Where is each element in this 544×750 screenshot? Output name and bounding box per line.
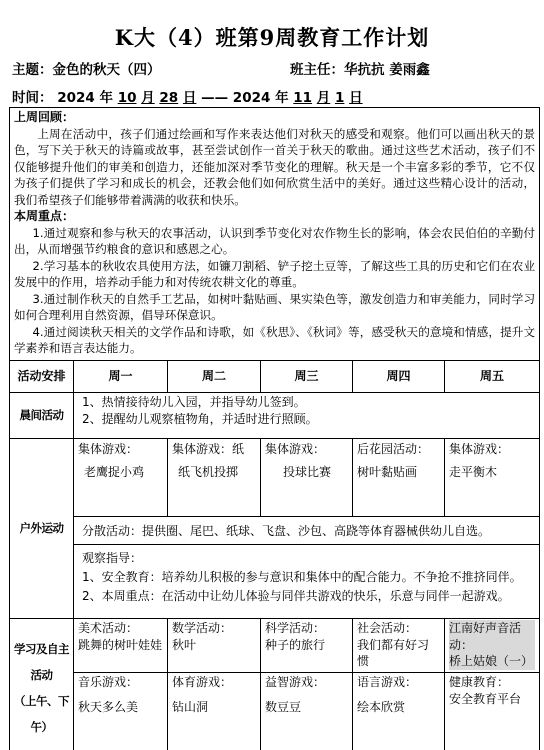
pm-name: 数豆豆 xyxy=(265,699,302,714)
day-header: 周三 xyxy=(261,361,353,393)
time-row xyxy=(12,86,537,106)
am-name: 桥上姑娘（一） xyxy=(449,653,535,670)
start-year: 2024 xyxy=(57,90,95,106)
outdoor-group-row xyxy=(10,439,540,517)
pm-title: 体育游戏： xyxy=(172,675,233,689)
learning-pm-row xyxy=(10,673,540,750)
am-cell xyxy=(74,619,168,673)
am-title: 社会活动： xyxy=(357,621,418,635)
theme-row xyxy=(12,58,537,78)
focus-item: 1.通过观察和参与秋天的农事活动，认识到季节变化对农作物生长的影响，体会农民伯伯的辛勤付出，从而增强节约粮食的意识和感恩之心。 xyxy=(14,225,536,256)
pm-title: 音乐游戏： xyxy=(78,675,139,689)
pm-title: 健康教育： xyxy=(449,675,510,689)
am-name: 种子的旅行 xyxy=(265,637,326,652)
learning-label-1: 学习及自主 xyxy=(14,642,69,656)
outdoor-title: 后花园活动： xyxy=(357,442,430,456)
outdoor-split: 分散活动：提供圈、尾巴、纸球、飞盘、沙包、高跷等体育器械供幼儿自选。 xyxy=(74,517,540,545)
time-label: 时间： xyxy=(12,90,53,106)
plan-table xyxy=(9,107,540,750)
start-month: 10 xyxy=(117,90,137,106)
review-text: 上周在活动中，孩子们通过绘画和写作来表达他们对秋天的感受和观察。他们可以画出秋天的景色，写下关于秋天的诗篇或故事，甚至尝试创作一首关于秋天的歌曲。通过这些艺术活动，孩子们不仅能够提升他们的审美和创造力，还能加深对季节变化的理解。秋天是一个丰富多彩的季节，它不仅为孩子们提供了学习和成长的机会，还教会他们如何欣赏生活中的美好。通过这些精心设计的活动，我们希望孩子们能够带着满满的收获和快乐。 xyxy=(14,126,536,207)
learning-label xyxy=(10,619,74,750)
pm-cell xyxy=(74,673,168,750)
morning-row xyxy=(10,393,540,439)
year-char-2: 年 xyxy=(275,90,289,106)
morning-content xyxy=(74,393,540,439)
end-year: 2024 xyxy=(232,90,271,106)
outdoor-title: 集体游戏： xyxy=(449,442,510,456)
outdoor-guide xyxy=(74,545,540,619)
teacher-label: 班主任： xyxy=(290,62,344,78)
learning-label-4: 午） xyxy=(30,720,53,734)
review-heading: 上周回顾： xyxy=(14,110,75,124)
day-header: 周四 xyxy=(353,361,445,393)
review-section xyxy=(10,108,540,361)
am-cell xyxy=(353,619,445,673)
am-title: 数学活动： xyxy=(172,621,233,635)
outdoor-name: 纸飞机投掷 xyxy=(178,464,239,479)
morning-label: 晨间活动 xyxy=(10,393,74,439)
start-day: 28 xyxy=(159,90,179,106)
focus-item: 3.通过制作秋天的自然手工艺品，如树叶黏贴画、果实染色等，激发创造力和审美能力，同时学习如何合理利用自然资源，倡导环保意识。 xyxy=(14,291,536,322)
am-name: 跳舞的树叶娃娃 xyxy=(78,637,163,652)
outdoor-name: 树叶黏贴画 xyxy=(357,464,418,479)
outdoor-name: 老鹰捉小鸡 xyxy=(84,464,145,479)
pm-cell xyxy=(168,673,261,750)
pm-cell xyxy=(261,673,353,750)
pm-name: 秋天多么美 xyxy=(78,699,139,714)
outdoor-title: 集体游戏： xyxy=(78,442,139,456)
outdoor-cell xyxy=(74,439,168,517)
focus-item: 4.通过阅读秋天相关的文学作品和诗歌，如《秋思》、《秋词》等，感受秋天的意境和情感，提升文学素养和语言表达能力。 xyxy=(14,324,536,355)
outdoor-title: 集体游戏： xyxy=(265,442,326,456)
header-label: 活动安排 xyxy=(10,361,74,393)
outdoor-cell xyxy=(445,439,540,517)
outdoor-name: 走平衡木 xyxy=(449,464,498,479)
pm-cell xyxy=(445,673,540,750)
day-char-2: 日 xyxy=(349,90,363,106)
outdoor-split-row xyxy=(10,517,540,545)
outdoor-cell xyxy=(353,439,445,517)
day-header: 周一 xyxy=(74,361,168,393)
month-char: 月 xyxy=(141,90,155,106)
month-char-2: 月 xyxy=(316,90,331,106)
am-title: 美术活动： xyxy=(78,621,139,635)
pm-title: 语言游戏： xyxy=(357,675,418,689)
morning-item: 1、热情接待幼儿入园，并指导幼儿签到。 xyxy=(82,395,306,409)
learning-label-3: （上午、下 xyxy=(14,694,69,708)
header-row xyxy=(10,361,540,393)
am-title: 科学活动： xyxy=(265,621,326,635)
pm-cell xyxy=(353,673,445,750)
end-month: 11 xyxy=(293,90,313,106)
day-header: 周二 xyxy=(168,361,261,393)
pm-name: 绘本欣赏 xyxy=(357,699,406,714)
am-name: 我们都有好习惯 xyxy=(357,637,430,668)
theme-value: 主题：金色的秋天（四） xyxy=(12,62,161,78)
am-cell xyxy=(168,619,261,673)
outdoor-cell xyxy=(168,439,261,517)
focus-heading: 本周重点： xyxy=(14,209,75,223)
am-title: 江南好声音活动： xyxy=(449,620,535,653)
teacher-value: 华抗抗 姜雨鑫 xyxy=(344,62,430,78)
guide-item: 1、安全教育：培养幼儿积极的参与意识和集体中的配合能力。不争抢不推挤同伴。 xyxy=(82,570,522,584)
guide-title: 观察指导： xyxy=(82,551,143,565)
pm-title: 益智游戏： xyxy=(265,675,326,689)
am-cell xyxy=(445,619,540,673)
am-name: 秋叶 xyxy=(172,637,197,652)
end-day: 1 xyxy=(334,90,345,106)
outdoor-guide-row xyxy=(10,545,540,619)
morning-item: 2、提醒幼儿观察植物角，并适时进行照顾。 xyxy=(82,411,318,426)
day-char: 日 xyxy=(182,90,197,106)
guide-item: 2、本周重点：在活动中让幼儿体验与同伴共游戏的快乐，乐意与同伴一起游戏。 xyxy=(82,589,510,603)
day-header: 周五 xyxy=(445,361,540,393)
outdoor-label: 户外运动 xyxy=(10,439,74,619)
focus-item: 2.学习基本的秋收农具使用方法，如镰刀割稻、铲子挖土豆等，了解这些工具的历史和它们在农业发展中的作用，培养动手能力和对传统农耕文化的尊重。 xyxy=(14,258,536,289)
pm-name: 钻山洞 xyxy=(172,699,209,714)
outdoor-title: 集体游戏：纸 xyxy=(172,442,245,456)
learning-label-2: 活动 xyxy=(30,668,53,682)
page-title: K大（4）班第9周教育工作计划 xyxy=(114,25,430,50)
date-dash: —— xyxy=(201,90,229,106)
teacher-info xyxy=(290,58,430,78)
am-cell xyxy=(261,619,353,673)
outdoor-name: 投球比赛 xyxy=(283,464,332,479)
learning-am-row xyxy=(10,619,540,673)
outdoor-cell xyxy=(261,439,353,517)
year-char: 年 xyxy=(99,90,113,106)
pm-name: 安全教育平台 xyxy=(449,691,522,706)
